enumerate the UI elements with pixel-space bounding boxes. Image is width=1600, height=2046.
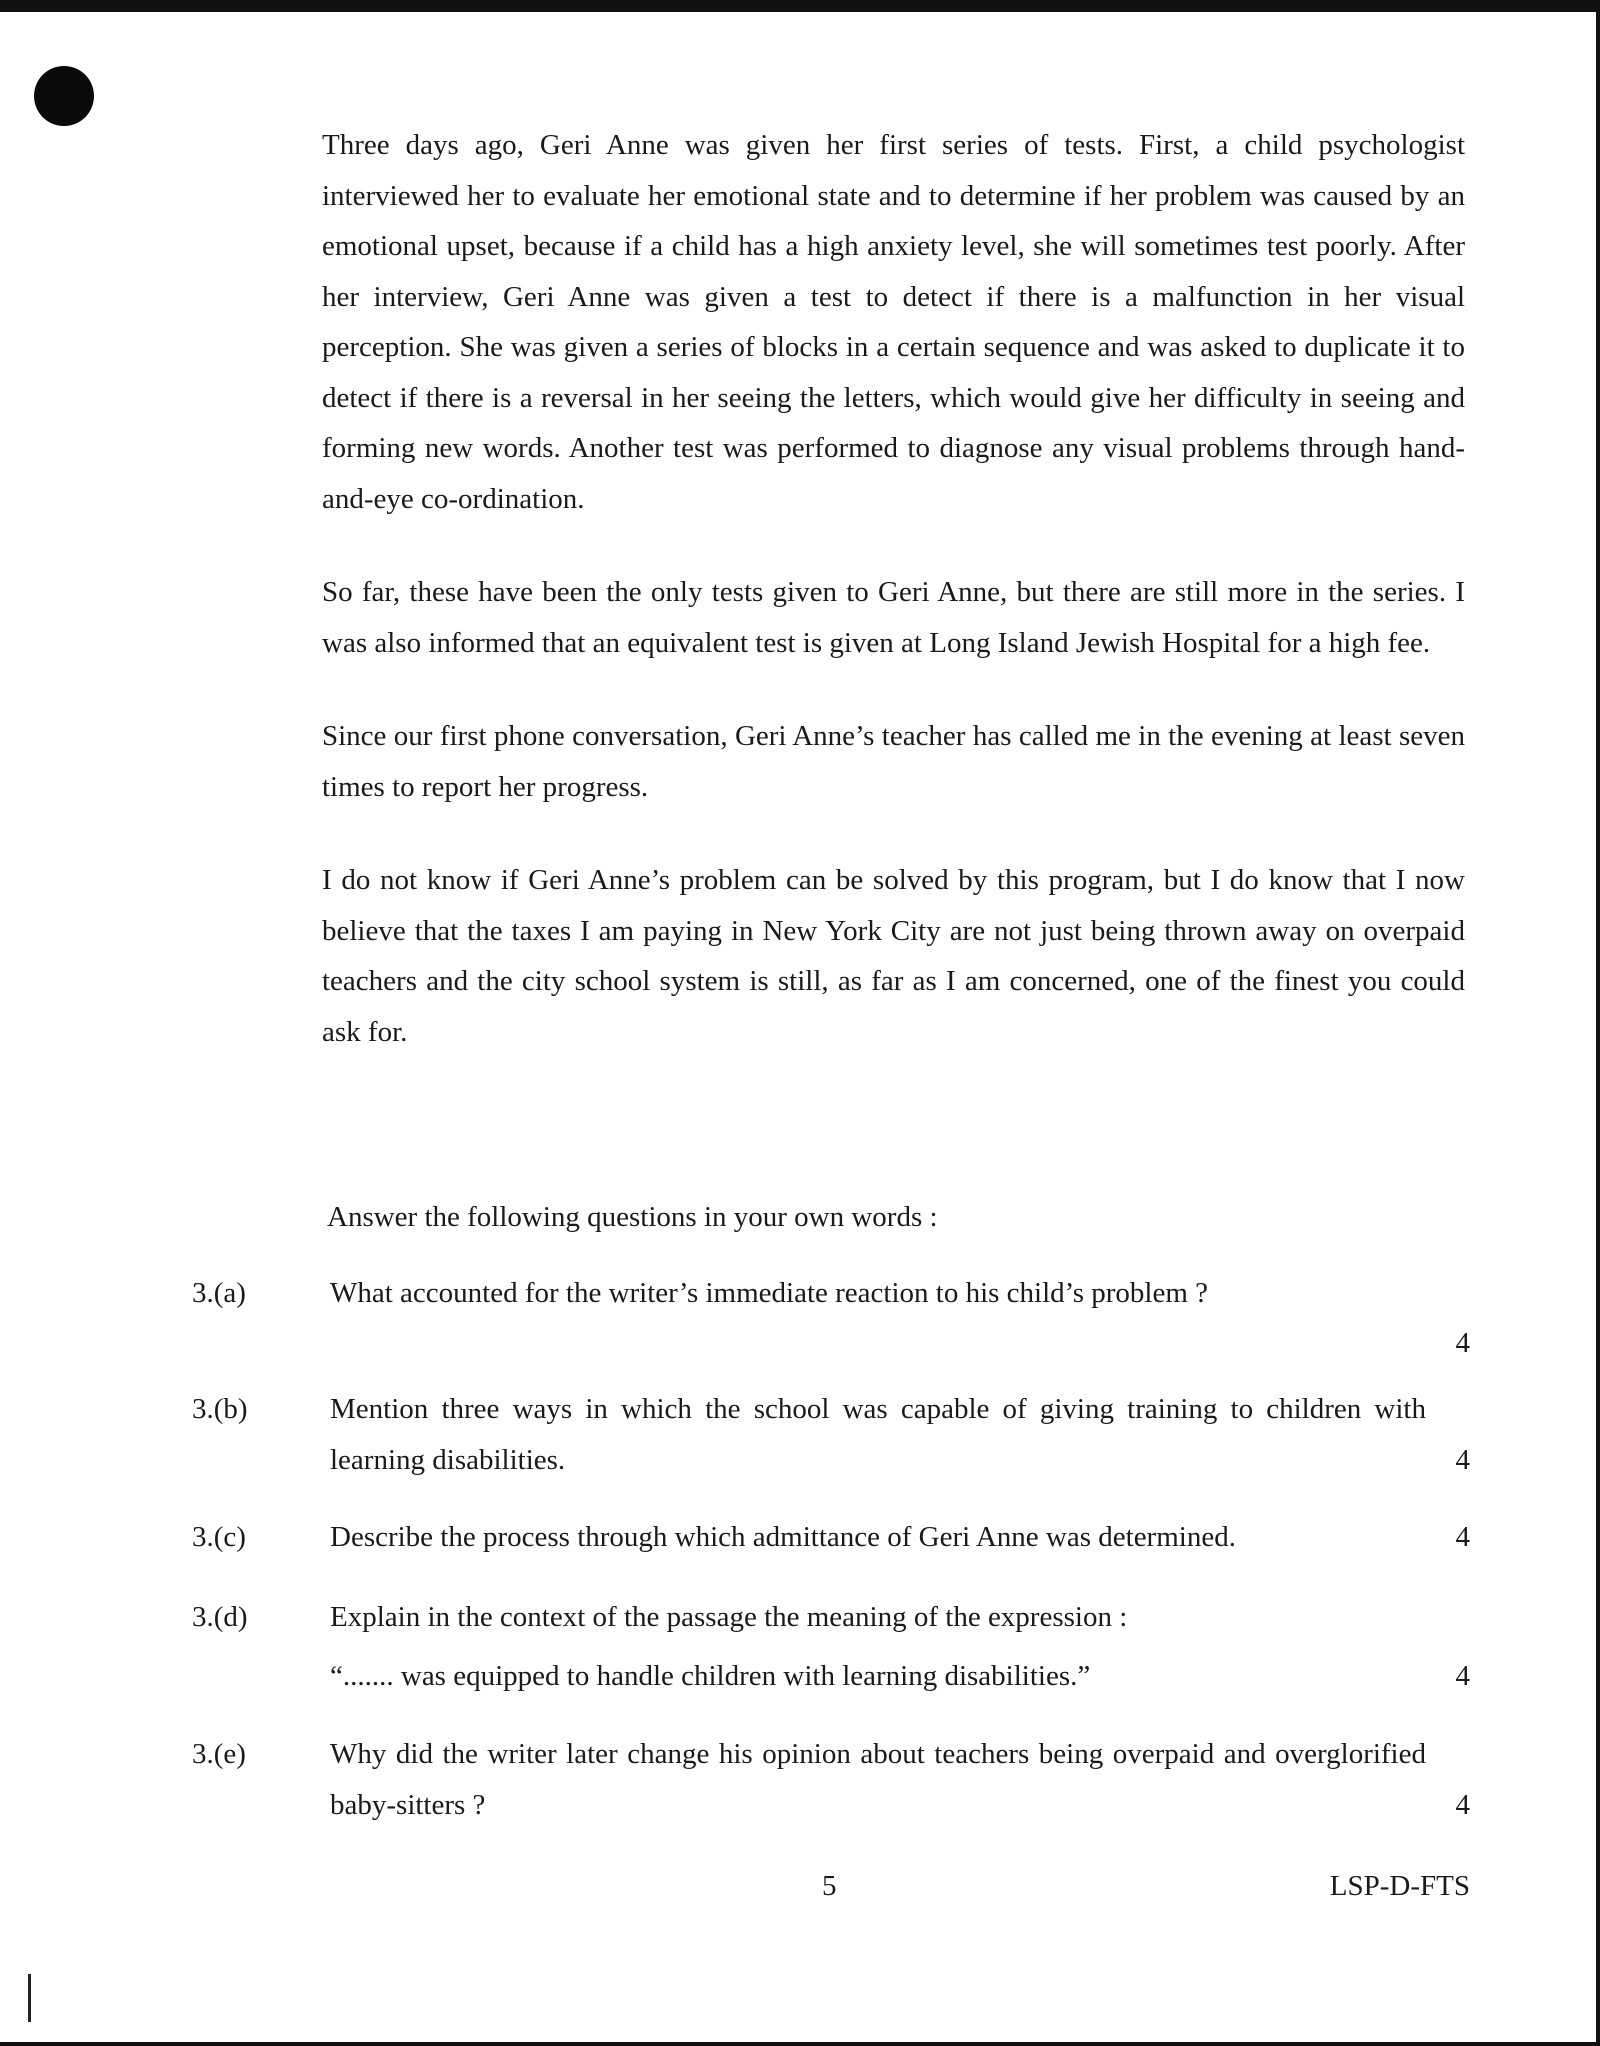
question-number: 3.(d) [192,1601,248,1633]
question-text: Explain in the context of the passage the meaning of the expression : [330,1601,1128,1633]
page-number: 5 [822,1870,837,1902]
question-marks: 4 [1455,1327,1470,1359]
question-number: 3.(b) [192,1393,248,1425]
question-marks: 4 [1455,1659,1470,1692]
question-number: 3.(c) [192,1521,246,1553]
question-text: Mention three ways in which the school was capable of giving training to children with learning disabilities. [330,1393,1426,1476]
question-3e [192,1729,1470,1830]
question-text: What accounted for the writer’s immediate reaction to his child’s problem ? [330,1277,1209,1309]
question-3c [192,1512,1470,1563]
passage-paragraph: Three days ago, Geri Anne was given her first series of tests. First, a child psychologist interviewed her to evaluate her emotional state and to determine if her problem was caused by an emotional upset, because if a child has a high anxiety level, she will sometimes test poorly. After her interview, Geri Anne was given a test to detect if there is a malfunction in her visual perception. She was given a series of blocks in a certain sequence and was asked to duplicate it to detect if there is a reversal in her seeing the letters, which would give her difficulty in seeing and forming new words. Another test was performed to diagnose any visual problems through hand-and-eye co-ordination. [322,129,1465,515]
reading-passage [322,120,1465,1100]
question-text: Why did the writer later change his opinion about teachers being overpaid and overglorified baby-sitters ? [330,1738,1426,1821]
question-text: Describe the process through which admittance of Geri Anne was determined. [330,1521,1236,1553]
question-3d [192,1592,1470,1701]
question-marks: 4 [1455,1788,1470,1821]
passage-paragraph: So far, these have been the only tests given to Geri Anne, but there are still more in the series. I was also informed that an equivalent test is given at Long Island Jewish Hospital for a high fee. [322,576,1465,659]
question-marks: 4 [1455,1443,1470,1476]
question-instruction: Answer the following questions in your own words : [327,1201,938,1233]
question-quote: “....... was equipped to handle children with learning disabilities.” [330,1659,1091,1692]
passage-paragraph: Since our first phone conversation, Geri Anne’s teacher has called me in the evening at least seven times to report her progress. [322,720,1465,803]
question-number: 3.(e) [192,1738,246,1770]
question-3b [192,1384,1470,1485]
punch-hole-mark [34,66,94,126]
question-marks: 4 [1455,1521,1470,1553]
passage-paragraph: I do not know if Geri Anne’s problem can be solved by this program, but I do know that I now believe that the taxes I am paying in New York City are not just being thrown away on overpaid teachers and the city school system is still, as far as I am concerned, one of the finest you could ask for. [322,864,1465,1048]
question-3a [192,1268,1470,1369]
margin-mark [28,1974,31,2022]
question-number: 3.(a) [192,1277,246,1309]
paper-code: LSP-D-FTS [1329,1870,1470,1902]
